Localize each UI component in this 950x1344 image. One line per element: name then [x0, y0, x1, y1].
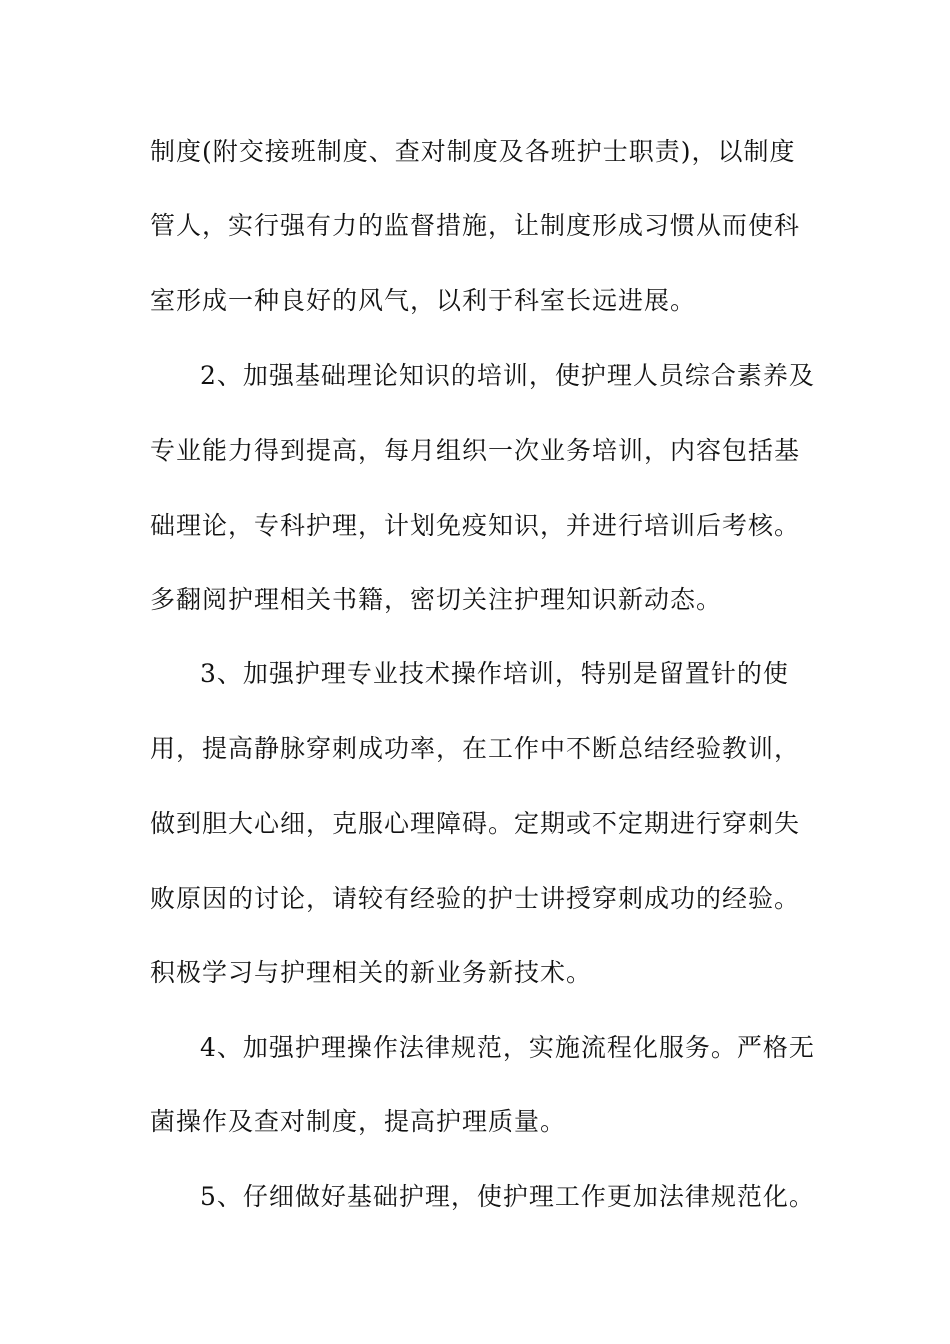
text-line: 础理论，专科护理，计划免疫知识，并进行培训后考核。 [150, 511, 801, 540]
text-line: 积极学习与护理相关的新业务新技术。 [150, 958, 593, 987]
text-line: 专业能力得到提高，每月组织一次业务培训，内容包括基 [150, 436, 801, 465]
text-line: 管人，实行强有力的监督措施，让制度形成习惯从而使科 [150, 211, 801, 240]
text-line: 用，提高静脉穿刺成功率，在工作中不断总结经验教训， [150, 734, 801, 763]
text-line: 败原因的讨论，请较有经验的护士讲授穿刺成功的经验。 [150, 884, 801, 913]
text-line: 室形成一种良好的风气，以利于科室长远进展。 [150, 286, 697, 315]
paragraph-start-line: 4、加强护理操作法律规范，实施流程化服务。严格无 [200, 1033, 815, 1062]
text-line: 菌操作及查对制度，提高护理质量。 [150, 1107, 567, 1136]
paragraph-start-line: 5、仔细做好基础护理，使护理工作更加法律规范化。 [200, 1182, 815, 1211]
paragraph-start-line: 3、加强护理专业技术操作培训，特别是留置针的使 [200, 659, 789, 688]
text-line: 做到胆大心细，克服心理障碍。定期或不定期进行穿刺失 [150, 809, 801, 838]
text-line: 多翻阅护理相关书籍，密切关注护理知识新动态。 [150, 585, 723, 614]
text-line: 制度(附交接班制度、查对制度及各班护士职责)，以制度 [150, 137, 796, 166]
paragraph-start-line: 2、加强基础理论知识的培训，使护理人员综合素养及 [200, 361, 815, 390]
